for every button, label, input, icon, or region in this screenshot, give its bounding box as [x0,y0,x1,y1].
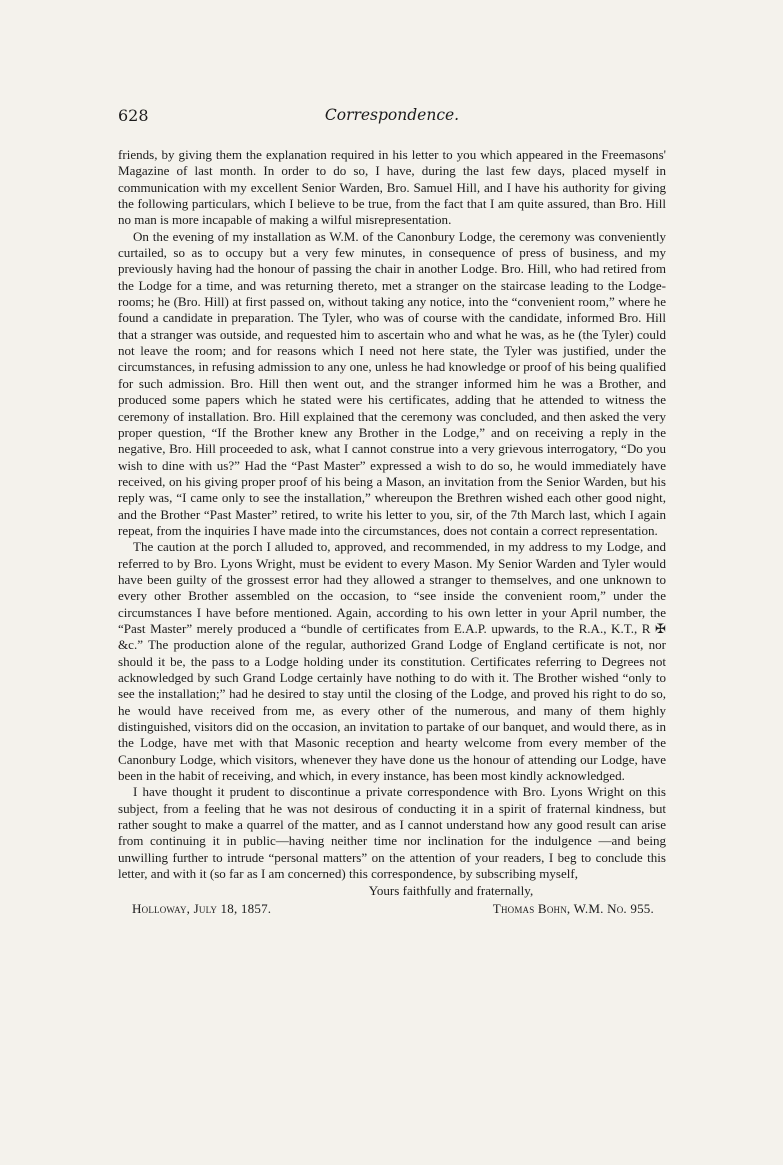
paragraph-2: On the evening of my installation as W.M. of the Canonbury Lodge, the ceremony was conveniently curtailed, so as to occupy but a very few minutes, in consequence of press of business, and my previously having had the honour of passing the chair in another Lodge. Bro. Hill, who had retired from the Lodge for a time, and was returning thereto, met a stranger on the staircase leading to the Lodge-rooms; he (Bro. Hill) at first passed on, without taking any notice, into the “convenient room,” where he found a candidate in preparation. The Tyler, who was of course with the candidate, informed Bro. Hill that a stranger was outside, and requested him to ascertain who and what he was, as he (the Tyler) could not leave the room; and for reasons which I need not here state, the Tyler was justified, under the circumstances, in refusing admission to any one, unless he had knowledge or proof of his being qualified for such admission. Bro. Hill then went out, and the stranger informed him he was a Brother, and produced some papers which he stated were his certificates, adding that he attended to witness the ceremony of installation. Bro. Hill explained that the ceremony was concluded, and then asked the very proper question, “If the Brother knew any Brother in the Lodge,” and on receiving a reply in the negative, Bro. Hill proceeded to ask, what I cannot construe into a very grievous interrogatory, “Do you wish to dine with us?” Had the “Past Master” expressed a wish to do so, he would immediately have received, on his giving proper proof of his being a Mason, an invitation from the Senior Warden, but his reply was, “I came only to see the installation,” whereupon the Brethren wished each other good night, and the Brother “Past Master” retired, to write his letter to you, sir, of the 7th March last, which I again repeat, from the inquiries I have made into the circumstances, does not contain a correct representation. [118,228,666,538]
place-date: Holloway, July 18, 1857. [132,900,272,916]
letter-footer [118,901,666,919]
paragraph-1: friends, by giving them the explanation required in his letter to you which appeared in the Freemasons' Magazine of last month. In order to do so, I have, during the last few days, placed myself in communication with my excellent Senior Warden, Bro. Samuel Hill, and I have his authority for giving the following particulars, which I believe to be true, from the fact that I am quite assured, than Bro. Hill no man is more incapable of making a wilful misrepresentation. [118,147,666,228]
page-number: 628 [118,106,149,125]
page-header [118,106,666,128]
letter-body [118,147,666,919]
running-head: Correspondence. [324,106,460,124]
paragraph-4: I have thought it prudent to discontinue a private correspondence with Bro. Lyons Wright on this subject, from a feeling that he was not desirous of conducting it in a spirit of fraternal kindness, but rather sought to make a quarrel of the matter, and as I cannot understand how any good result can arise from continuing it in public—having neither time nor inclination for the indulgence —and being unwilling further to intrude “personal matters” on the attention of your readers, I beg to conclude this letter, and with it (so far as I am concerned) this correspondence, by subscribing myself, [118,784,666,882]
valediction: Yours faithfully and fraternally, [368,883,534,899]
paragraph-3: The caution at the porch I alluded to, approved, and recommended, in my address to my Lodge, and referred to by Bro. Lyons Wright, must be evident to every Mason. My Senior Warden and Tyler would have been guilty of the grossest error had they allowed a stranger to themselves, and one unknown to every other Brother assembled on the occasion, to “see inside the convenient room,” under the circumstances I have before mentioned. Again, according to his own letter in your April number, the “Past Master” merely produced a “bundle of certificates from E.A.P. upwards, to the R.A., K.T., R ✠ &c.” The production alone of the regular, authorized Grand Lodge of England certificate is not, nor should it be, the pass to a Lodge holding under its constitution. Certificates referring to Degrees not acknowledged by such Grand Lodge certainly have nothing to do with it. The Brother wished “only to see the installation;” had he desired to stay until the closing of the Lodge, and proved his right to do so, he would have received from me, as every other of the numerous, and many of them highly distinguished, visitors did on the occasion, an invitation to partake of our banquet, and would there, as in the Lodge, have met with that Masonic reception and hearty welcome from every member of the Canonbury Lodge, which visitors, whenever they have done us the honour of attending our Lodge, have been in the habit of receiving, and which, in every instance, has been most kindly acknowledged. [118,539,666,784]
signature: Thomas Bohn, W.M. No. 955. [492,900,654,916]
